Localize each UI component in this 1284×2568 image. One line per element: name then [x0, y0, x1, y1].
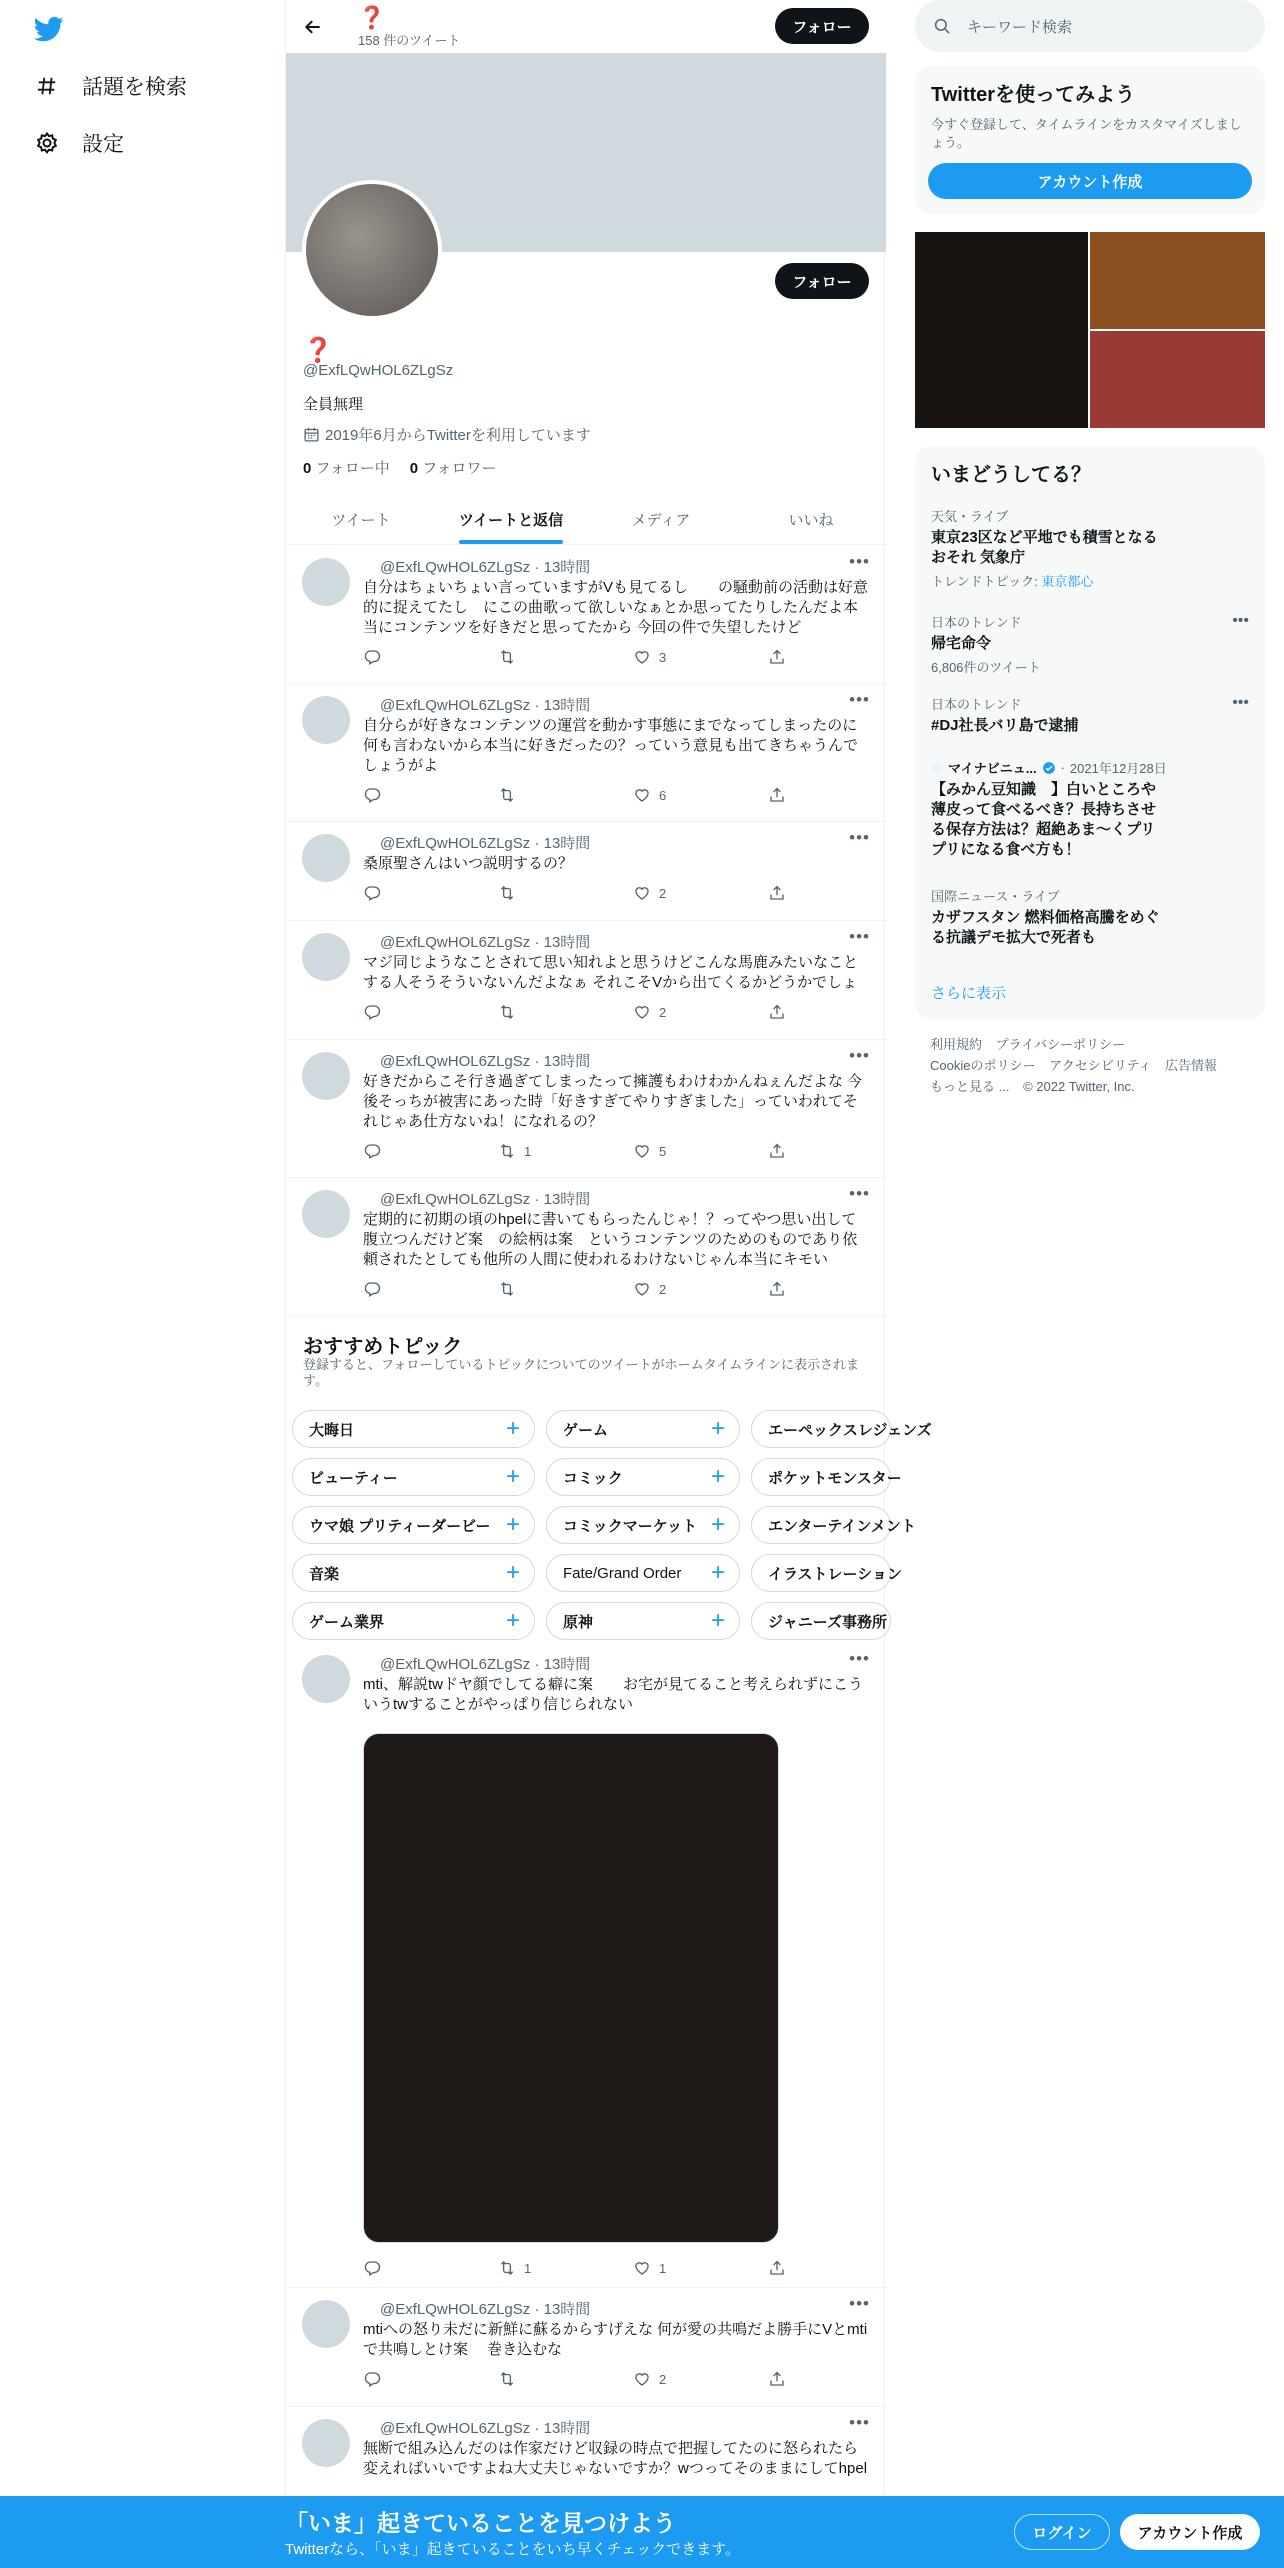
- footer-more[interactable]: もっと見る ...: [930, 1079, 1010, 1094]
- reply-icon: [363, 2259, 381, 2277]
- more-icon[interactable]: •••: [1232, 694, 1249, 711]
- tweet-text: 無断で組み込んだのは作家だけど収録の時点で把握してたのに怒られたら変えればいいですよね大丈夫じゃないですか？wつってそのままにしてhpel: [363, 2440, 868, 2477]
- topic-label: ジャニーズ事務所: [768, 1613, 887, 1631]
- back-arrow-icon[interactable]: [298, 12, 328, 42]
- media-thumb[interactable]: [1090, 331, 1265, 428]
- tweet-text: 好きだからこそ行き過ぎてしまったって擁護もわけわかんねぇんだよな 今後そっちが被害にあった時「好きすぎてやりすぎました」っていわれてそれじゃあ仕方ないね！になれるの？: [363, 1073, 863, 1130]
- tweet-header: [358, 1188, 590, 1209]
- twitter-logo-icon[interactable]: [32, 14, 66, 44]
- reply-icon: [363, 1280, 381, 1298]
- retweet-button[interactable]: [493, 1001, 628, 1023]
- tweet-avatar[interactable]: [302, 933, 350, 981]
- topic-chip[interactable]: [546, 1602, 740, 1640]
- trends-card: [915, 446, 1265, 1020]
- plus-icon: +: [505, 1415, 520, 1442]
- reply-button[interactable]: [358, 1278, 493, 1300]
- topic-label: エーペックスレジェンズ: [768, 1421, 932, 1439]
- like-count: 2: [659, 885, 667, 901]
- tweet-actions: [358, 1001, 798, 1023]
- trend-item[interactable]: [931, 694, 1249, 736]
- follow-button[interactable]: フォロー: [775, 263, 869, 299]
- topic-label: ウマ娘 プリティーダービー: [309, 1517, 491, 1535]
- signup-button[interactable]: アカウント作成: [1120, 2514, 1260, 2550]
- trend-meta: 日本のトレンド: [931, 615, 1022, 630]
- topic-label: 音楽: [309, 1565, 340, 1583]
- footer-cookies[interactable]: Cookieのポリシー: [930, 1058, 1036, 1073]
- like-icon: [633, 648, 651, 666]
- trend-topic-link[interactable]: 東京都心: [1041, 574, 1094, 589]
- more-icon[interactable]: •••: [1232, 612, 1249, 629]
- plus-icon: +: [505, 1511, 520, 1538]
- share-icon: [768, 2370, 786, 2388]
- footer-links: [930, 1034, 1250, 1097]
- footer-copyright: © 2022 Twitter, Inc.: [1023, 1079, 1135, 1094]
- topic-chip[interactable]: [751, 1506, 916, 1544]
- more-icon[interactable]: •••: [849, 552, 870, 571]
- tweet-meta: @ExfLQwHOL6ZLgSz · 13時間: [380, 934, 591, 951]
- gear-icon: [34, 130, 60, 156]
- tweet-avatar[interactable]: [302, 558, 350, 606]
- reply-button[interactable]: [358, 784, 493, 806]
- like-icon: [633, 786, 651, 804]
- retweet-icon: [498, 884, 516, 902]
- profile-joined-text: 2019年6月からTwitterを利用しています: [325, 427, 591, 444]
- topic-label: Fate/Grand Order: [563, 1564, 682, 1582]
- topic-chip[interactable]: [292, 1458, 535, 1496]
- share-icon: [768, 884, 786, 902]
- header-follow-button[interactable]: フォロー: [775, 8, 869, 44]
- plus-icon: +: [505, 1607, 520, 1634]
- more-icon[interactable]: •••: [849, 828, 870, 847]
- trend-name: カザフスタン 燃料価格高騰をめぐる抗議デモ拡大で死者も: [931, 909, 1160, 946]
- tweet-text: mtiへの怒り未だに新鮮に蘇るからすげえな 何が愛の共鳴だよ勝手にVとmtiで共鳴しとけ案 巻き込むな: [363, 2321, 868, 2358]
- topic-label: 大晦日: [309, 1421, 355, 1439]
- share-button[interactable]: [763, 1001, 793, 1023]
- like-count: 1: [659, 2260, 667, 2276]
- like-count: 5: [659, 1143, 667, 1159]
- nav-explore[interactable]: [34, 71, 187, 101]
- tweet[interactable]: [286, 921, 886, 1040]
- like-button[interactable]: [628, 646, 763, 668]
- tweet-avatar[interactable]: [302, 696, 350, 744]
- nav-settings[interactable]: [34, 128, 124, 158]
- trend-tweet-count: 6,806件のツイート: [931, 660, 1041, 675]
- share-button[interactable]: [763, 2368, 793, 2390]
- media-thumb[interactable]: [915, 232, 1088, 428]
- like-button[interactable]: [628, 784, 763, 806]
- tab-likes[interactable]: いいね: [788, 512, 834, 529]
- share-icon: [768, 1003, 786, 1021]
- calendar-icon: [303, 426, 320, 443]
- more-icon[interactable]: •••: [849, 1046, 870, 1065]
- tweet-meta: @ExfLQwHOL6ZLgSz · 13時間: [380, 2420, 591, 2437]
- topic-chip[interactable]: [751, 1410, 932, 1448]
- topic-label: 原神: [563, 1613, 594, 1631]
- tweet-avatar[interactable]: [302, 834, 350, 882]
- tweet[interactable]: [286, 2288, 886, 2407]
- tweet-avatar[interactable]: [302, 2300, 350, 2348]
- share-icon: [768, 2259, 786, 2277]
- tweet-meta: @ExfLQwHOL6ZLgSz · 13時間: [380, 1656, 591, 1673]
- topic-label: エンターテインメント: [768, 1517, 916, 1535]
- trend-item[interactable]: [931, 506, 1249, 590]
- tweet-actions: [358, 882, 798, 904]
- trend-meta: 日本のトレンド: [931, 697, 1022, 712]
- header-profile-name: ❓: [358, 5, 386, 30]
- tab-tweets-and-replies[interactable]: ツイートと返信: [436, 491, 586, 544]
- more-icon[interactable]: •••: [849, 927, 870, 946]
- tweet-avatar[interactable]: [302, 1655, 350, 1703]
- reply-icon: [363, 884, 381, 902]
- nav-explore-label: 話題を検索: [82, 76, 187, 99]
- tweet[interactable]: [286, 684, 886, 822]
- retweet-button[interactable]: [493, 784, 628, 806]
- share-icon: [768, 1280, 786, 1298]
- tweet-actions: [358, 2368, 798, 2390]
- retweet-icon: [498, 1280, 516, 1298]
- tweet-meta: @ExfLQwHOL6ZLgSz · 13時間: [380, 559, 591, 576]
- like-count: 6: [659, 787, 667, 803]
- like-icon: [633, 2370, 651, 2388]
- trend-name: 帰宅命令: [931, 635, 992, 652]
- tweet-text: 自分はちょいちょい言っていますがVも見てるし の騒動前の活動は好意的に捉えてたし にこの曲歌って欲しいなぁとか思ってたりしたんだよ本当にコンテンツを好きだと思ってたから 今回の件で失望したけど: [363, 579, 869, 636]
- tweet[interactable]: [286, 1178, 886, 1316]
- tweet-header: [358, 556, 590, 577]
- tweet-meta: @ExfLQwHOL6ZLgSz · 13時間: [380, 835, 591, 852]
- share-icon: [768, 786, 786, 804]
- reply-button[interactable]: [358, 1140, 493, 1162]
- reply-button[interactable]: [358, 882, 493, 904]
- tweet[interactable]: [286, 1643, 886, 2288]
- like-icon: [633, 1280, 651, 1298]
- tweet[interactable]: [286, 546, 886, 684]
- trend-meta: 国際ニュース・ライブ: [931, 889, 1060, 904]
- like-icon: [633, 2259, 651, 2277]
- tweet[interactable]: [286, 2407, 886, 2507]
- topic-chip[interactable]: [751, 1458, 902, 1496]
- reply-icon: [363, 2370, 381, 2388]
- trend-source: マイナビニュ...: [948, 761, 1037, 776]
- reply-icon: [363, 1003, 381, 1021]
- retweet-icon: [498, 786, 516, 804]
- search-icon: [933, 17, 951, 35]
- plus-icon: +: [710, 1415, 725, 1442]
- reply-icon: [363, 648, 381, 666]
- tab-tweets[interactable]: ツイート: [331, 512, 391, 529]
- plus-icon: +: [710, 1607, 725, 1634]
- tweet[interactable]: [286, 1040, 886, 1178]
- plus-icon: +: [710, 1463, 725, 1490]
- retweet-count: 1: [524, 1143, 532, 1159]
- following-label: フォロー中: [315, 460, 390, 477]
- like-icon: [633, 1003, 651, 1021]
- trend-item[interactable]: [931, 758, 1249, 860]
- trend-name: 【みかん豆知識 】白いところや薄皮って食べるべき？長持ちさせる保存方法は？超絶あま～くプリプリになる食べ方も！: [931, 781, 1157, 858]
- tweet-avatar[interactable]: [302, 2419, 350, 2467]
- tweet-text: 自分らが好きなコンテンツの運営を動かす事態にまでなってしまったのに何も言わないから本当に好きだったの？っていう意見も出てきちゃうんでしょうがよ: [363, 717, 859, 774]
- reply-button[interactable]: [358, 1001, 493, 1023]
- header-tweet-count: 158 件のツイート: [358, 33, 461, 48]
- login-button[interactable]: ログイン: [1014, 2514, 1110, 2550]
- profile-header-bar: [286, 0, 886, 53]
- search-input[interactable]: [915, 0, 1265, 52]
- footer-privacy[interactable]: プライバシーポリシー: [995, 1037, 1125, 1052]
- retweet-button[interactable]: [493, 1278, 628, 1300]
- tweet-actions: [358, 1278, 798, 1300]
- share-button[interactable]: [763, 1278, 793, 1300]
- reply-button[interactable]: [358, 2257, 493, 2279]
- media-thumb[interactable]: [1090, 232, 1265, 329]
- share-button[interactable]: [763, 646, 793, 668]
- topics-subtitle: 登録すると、フォローしているトピックについてのツイートがホームタイムラインに表示されます。: [303, 1357, 860, 1388]
- retweet-button[interactable]: [493, 882, 628, 904]
- like-count: 3: [659, 649, 667, 665]
- tweet-meta: @ExfLQwHOL6ZLgSz · 13時間: [380, 1053, 591, 1070]
- reply-button[interactable]: [358, 646, 493, 668]
- source-avatar: [931, 762, 943, 774]
- retweet-icon: [498, 1003, 516, 1021]
- tweet-actions: [358, 2257, 798, 2279]
- share-icon: [768, 1142, 786, 1160]
- footer-accessibility[interactable]: アクセシビリティ: [1049, 1058, 1152, 1073]
- trend-meta: 天気・ライブ: [931, 509, 1009, 524]
- like-button[interactable]: [628, 2257, 763, 2279]
- topic-chip[interactable]: [546, 1554, 740, 1592]
- profile-name: ❓: [303, 337, 333, 364]
- profile-joined: [303, 424, 591, 445]
- topic-chip[interactable]: [292, 1410, 535, 1448]
- topic-chip[interactable]: [292, 1554, 535, 1592]
- retweet-count: 1: [524, 2260, 532, 2276]
- share-button[interactable]: [763, 882, 793, 904]
- share-button[interactable]: [763, 2257, 793, 2279]
- topic-label: ゲーム: [563, 1421, 609, 1439]
- trend-meta: [931, 758, 1249, 777]
- tweet-text: 桑原聖さんはいつ説明するの？: [363, 855, 574, 872]
- signup-card: [915, 66, 1265, 214]
- retweet-button[interactable]: [493, 2368, 628, 2390]
- plus-icon: +: [710, 1511, 725, 1538]
- trend-sub: [931, 571, 1249, 590]
- signup-bottom-bar: [0, 2496, 1284, 2568]
- retweet-icon: [498, 2259, 516, 2277]
- topic-label: コミックマーケット: [563, 1517, 697, 1535]
- like-button[interactable]: [628, 1140, 763, 1162]
- profile-bio: 全員無理: [303, 396, 364, 413]
- tweet-media-image[interactable]: [363, 1733, 779, 2243]
- tweet-header: [358, 832, 590, 853]
- tweet-actions: [358, 1140, 798, 1162]
- tweet-header: [358, 931, 590, 952]
- profile-avatar[interactable]: [302, 180, 442, 320]
- sidebar-right: [915, 0, 1265, 2568]
- like-button[interactable]: [628, 1001, 763, 1023]
- tweet[interactable]: [286, 822, 886, 921]
- profile-tabs: [286, 491, 886, 545]
- trend-item[interactable]: [931, 886, 1249, 948]
- tweet-avatar[interactable]: [302, 1190, 350, 1238]
- left-navigation: [0, 0, 285, 2568]
- topic-chip[interactable]: [751, 1554, 902, 1592]
- tweet-text: 定期的に初期の頃のhpelに書いてもらったんじゃ！？ってやつ思い出して腹立つんだけど案 の絵柄は案 というコンテンツのためのものであり依頼されたとしても他所の人間に使われるわけないじゃん本当にキモい: [363, 1211, 858, 1268]
- plus-icon: +: [710, 1559, 725, 1586]
- topics-title: おすすめトピック: [303, 1336, 463, 1358]
- topic-chip[interactable]: [292, 1602, 535, 1640]
- tweet-meta: @ExfLQwHOL6ZLgSz · 13時間: [380, 697, 591, 714]
- hashtag-icon: [34, 73, 60, 99]
- like-icon: [633, 884, 651, 902]
- like-icon: [633, 1142, 651, 1160]
- topic-label: コミック: [563, 1469, 623, 1487]
- tweet-header: [358, 694, 590, 715]
- profile-handle: @ExfLQwHOL6ZLgSz: [303, 362, 454, 379]
- media-gallery: [915, 232, 1265, 428]
- more-icon[interactable]: •••: [849, 1649, 870, 1668]
- more-icon[interactable]: •••: [849, 2413, 870, 2432]
- trend-item[interactable]: [931, 612, 1249, 676]
- topic-label: ゲーム業界: [309, 1613, 385, 1631]
- plus-icon: +: [505, 1463, 520, 1490]
- tweet-header: [358, 2417, 590, 2438]
- topic-chip[interactable]: [546, 1458, 740, 1496]
- tweet-text: マジ同じようなことされて思い知れよと思うけどこんな馬鹿みたいなことする人そうそういないんだよなぁ それこそVから出てくるかどうかでしょ: [363, 954, 859, 991]
- followers-count: 0: [409, 460, 419, 477]
- following-link[interactable]: [303, 457, 390, 478]
- topic-label: ビューティー: [309, 1469, 398, 1487]
- retweet-icon: [498, 2370, 516, 2388]
- followers-label: フォロワー: [422, 460, 497, 477]
- signup-title: Twitterを使ってみよう: [931, 84, 1136, 106]
- retweet-button[interactable]: [493, 2257, 628, 2279]
- tweet-meta: @ExfLQwHOL6ZLgSz · 13時間: [380, 1191, 591, 1208]
- topic-chip[interactable]: [292, 1506, 535, 1544]
- following-count: 0: [303, 460, 312, 477]
- tweet-text: mti、解説twドヤ顔でしてる癖に案 お宅が見てること考えられずにこういうtwすることがやっぱり信じられない: [363, 1676, 863, 1713]
- trend-date: 2021年12月28日: [1069, 761, 1167, 776]
- plus-icon: +: [505, 1559, 520, 1586]
- show-more-link[interactable]: さらに表示: [931, 985, 1007, 1002]
- tweet-header: [358, 1050, 590, 1071]
- like-button[interactable]: [628, 2368, 763, 2390]
- share-icon: [768, 648, 786, 666]
- followers-link[interactable]: [410, 457, 497, 478]
- trend-name: 東京23区など平地でも積雪となるおそれ 気象庁: [931, 529, 1158, 566]
- retweet-icon: [498, 1142, 516, 1160]
- share-button[interactable]: [763, 1140, 793, 1162]
- retweet-button[interactable]: [493, 1140, 628, 1162]
- footer-ads[interactable]: 広告情報: [1165, 1058, 1218, 1073]
- tweet-header: [358, 2298, 590, 2319]
- search-placeholder: キーワード検索: [967, 18, 1073, 36]
- like-button[interactable]: [628, 1278, 763, 1300]
- like-count: 2: [659, 1004, 667, 1020]
- signup-subtitle: 今すぐ登録して、タイムラインをカスタマイズしましょう。: [931, 117, 1242, 150]
- topic-label: ポケットモンスター: [768, 1469, 902, 1487]
- nav-settings-label: 設定: [82, 133, 124, 156]
- like-count: 2: [659, 2371, 667, 2387]
- retweet-icon: [498, 648, 516, 666]
- trend-name: #DJ社長バリ島で逮捕: [931, 717, 1079, 734]
- trend-sub-prefix: トレンドトピック:: [931, 574, 1042, 589]
- topic-chip[interactable]: [751, 1602, 891, 1640]
- tweet-actions: [358, 646, 798, 668]
- tweet-header: [358, 1653, 590, 1674]
- profile-follow-stats: [303, 457, 497, 478]
- share-button[interactable]: [763, 784, 793, 806]
- more-icon[interactable]: •••: [849, 1184, 870, 1203]
- tab-media[interactable]: メディア: [631, 512, 691, 529]
- reply-button[interactable]: [358, 2368, 493, 2390]
- reply-icon: [363, 786, 381, 804]
- topic-label: イラストレーション: [768, 1565, 902, 1583]
- reply-icon: [363, 1142, 381, 1160]
- tweet-meta: @ExfLQwHOL6ZLgSz · 13時間: [380, 2301, 591, 2318]
- create-account-button[interactable]: アカウント作成: [928, 163, 1252, 199]
- like-count: 2: [659, 1281, 667, 1297]
- more-icon[interactable]: •••: [849, 690, 870, 709]
- topic-chip[interactable]: [546, 1506, 740, 1544]
- topic-chip[interactable]: [546, 1410, 740, 1448]
- verified-badge-icon: [1042, 761, 1056, 775]
- bottom-bar-title: 「いま」起きていることを見つけよう: [285, 2510, 676, 2536]
- footer-terms[interactable]: 利用規約: [930, 1037, 983, 1052]
- bottom-bar-subtitle: Twitterなら、「いま」起きていることをいち早くチェックできます。: [285, 2541, 741, 2558]
- trends-title: いまどうしてる？: [931, 464, 1091, 486]
- trend-sep: ·: [1060, 760, 1065, 775]
- like-button[interactable]: [628, 882, 763, 904]
- tweet-actions: [358, 784, 798, 806]
- tweet-avatar[interactable]: [302, 1052, 350, 1100]
- more-icon[interactable]: •••: [849, 2294, 870, 2313]
- retweet-button[interactable]: [493, 646, 628, 668]
- profile-timeline-column: [285, 0, 932, 2568]
